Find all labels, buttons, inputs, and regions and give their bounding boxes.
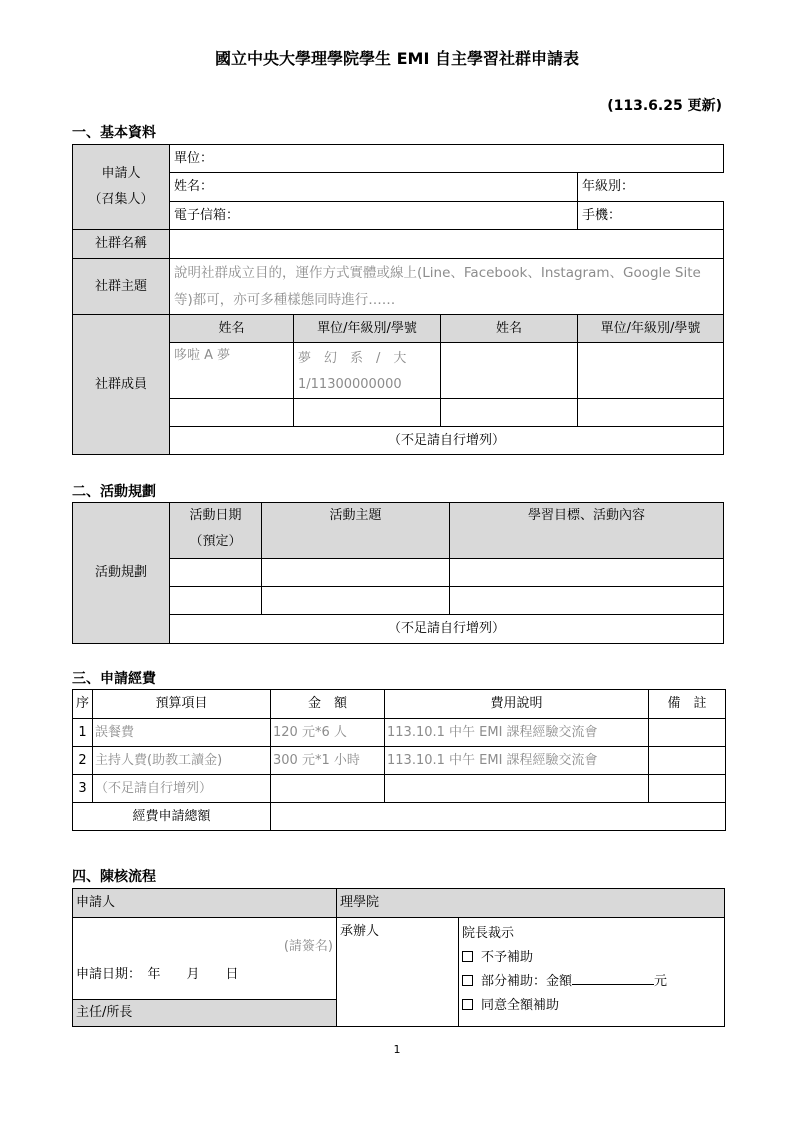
- col-content: 學習目標、活動內容: [450, 503, 724, 559]
- col-date: [170, 503, 262, 559]
- row-note[interactable]: [649, 775, 726, 803]
- applicant-label: 申請人: [101, 166, 141, 181]
- option-no-subsidy[interactable]: [462, 946, 721, 970]
- applicant-header: 申請人: [73, 889, 337, 918]
- activity-theme-cell[interactable]: [262, 587, 450, 615]
- activity-table: [72, 502, 724, 644]
- col-desc: 費用說明: [385, 690, 649, 719]
- row-desc[interactable]: [385, 775, 649, 803]
- college-header: 理學院: [337, 889, 725, 918]
- section4-title: 四、陳核流程: [72, 869, 156, 885]
- approval-table: [72, 888, 725, 1027]
- page-number: 1: [393, 1043, 401, 1056]
- activity-content-cell[interactable]: [450, 559, 724, 587]
- email-field[interactable]: 電子信箱：: [170, 202, 578, 230]
- name-field[interactable]: 姓名：: [170, 173, 578, 202]
- option-no-subsidy-label: 不予補助: [481, 950, 534, 965]
- row-no: 3: [73, 775, 93, 803]
- member-name-cell[interactable]: [441, 343, 578, 399]
- row-amount[interactable]: [271, 775, 385, 803]
- director-cell[interactable]: 主任/所長: [73, 1000, 337, 1027]
- budget-table: [72, 689, 726, 831]
- member-unit-line2: 1/11300000000: [298, 377, 402, 392]
- group-name-field[interactable]: [170, 230, 724, 259]
- col-item: 預算項目: [93, 690, 271, 719]
- update-date: (113.6.25 更新): [607, 98, 722, 114]
- col-date-label: 活動日期: [189, 508, 242, 523]
- row-desc[interactable]: 113.10.1 中午 EMI 課程經驗交流會: [385, 719, 649, 747]
- col-theme: 活動主題: [262, 503, 450, 559]
- row-amount[interactable]: 120 元*6 人: [271, 719, 385, 747]
- checkbox-icon[interactable]: [462, 951, 473, 962]
- yuan-unit: 元: [654, 974, 668, 989]
- row-note[interactable]: [649, 719, 726, 747]
- row-no: 2: [73, 747, 93, 775]
- amount-blank[interactable]: [572, 972, 654, 985]
- member-unit-cell[interactable]: [294, 399, 441, 427]
- col-note: 備 註: [649, 690, 726, 719]
- members-add-note: （不足請自行增列）: [170, 427, 724, 455]
- member-name-cell[interactable]: [170, 399, 294, 427]
- activity-label: 活動規劃: [73, 503, 170, 644]
- col-unit-2: 單位/年級別/學號: [578, 315, 724, 343]
- col-amount: 金 額: [271, 690, 385, 719]
- option-full-subsidy[interactable]: [462, 994, 721, 1018]
- group-theme-label: 社群主題: [73, 259, 170, 315]
- section2-title: 二、活動規劃: [72, 484, 156, 500]
- basic-info-table: [72, 144, 724, 455]
- row-item[interactable]: （不足請自行增列）: [93, 775, 271, 803]
- section3-title: 三、申請經費: [72, 671, 156, 687]
- phone-field[interactable]: 手機：: [578, 202, 724, 230]
- member-unit-sample[interactable]: [294, 343, 441, 399]
- total-amount-field[interactable]: [271, 803, 726, 831]
- option-partial-label: 部分補助：金額: [481, 974, 573, 989]
- row-note[interactable]: [649, 747, 726, 775]
- col-no: 序: [73, 690, 93, 719]
- row-item[interactable]: 主持人費(助教工讀金): [93, 747, 271, 775]
- handler-cell[interactable]: [337, 918, 459, 1027]
- row-no: 1: [73, 719, 93, 747]
- activity-date-cell[interactable]: [170, 587, 262, 615]
- row-desc[interactable]: 113.10.1 中午 EMI 課程經驗交流會: [385, 747, 649, 775]
- grade-field[interactable]: 年級別：: [578, 173, 724, 202]
- member-name-sample[interactable]: 哆啦 A 夢: [170, 343, 294, 399]
- row-item[interactable]: 誤餐費: [93, 719, 271, 747]
- col-date-sub: （預定）: [189, 534, 242, 549]
- applicant-sign-cell[interactable]: [73, 918, 337, 1000]
- member-unit-cell[interactable]: [578, 343, 724, 399]
- section1-title: 一、基本資料: [72, 125, 156, 141]
- applicant-cell: [73, 145, 170, 230]
- dean-label: 院長裁示: [462, 926, 515, 941]
- activity-date-cell[interactable]: [170, 559, 262, 587]
- activity-content-cell[interactable]: [450, 587, 724, 615]
- row-amount[interactable]: 300 元*1 小時: [271, 747, 385, 775]
- group-theme-field[interactable]: 說明社群成立目的，運作方式實體或線上(Line、Facebook、Instagram、Google Site 等)都可，亦可多種樣態同時進行……: [170, 259, 724, 315]
- document-title: 國立中央大學理學院學生 EMI 自主學習社群申請表: [215, 49, 579, 68]
- option-full-label: 同意全額補助: [481, 998, 560, 1013]
- total-label: 經費申請總額: [73, 803, 271, 831]
- group-name-label: 社群名稱: [73, 230, 170, 259]
- convener-label: （召集人）: [88, 192, 154, 207]
- col-name-2: 姓名: [441, 315, 578, 343]
- members-label: 社群成員: [73, 315, 170, 455]
- col-name: 姓名: [170, 315, 294, 343]
- apply-date: 申請日期： 年 月 日: [76, 966, 239, 982]
- member-unit-cell[interactable]: [578, 399, 724, 427]
- activity-theme-cell[interactable]: [262, 559, 450, 587]
- col-unit: 單位/年級別/學號: [294, 315, 441, 343]
- unit-field[interactable]: 單位：: [170, 145, 724, 173]
- checkbox-icon[interactable]: [462, 999, 473, 1010]
- handler-label: 承辦人: [340, 924, 380, 939]
- dean-decision-cell: [459, 918, 725, 1027]
- option-partial-subsidy[interactable]: [462, 970, 721, 994]
- sign-hint: (請簽名): [283, 938, 333, 954]
- activity-add-note: （不足請自行增列）: [170, 615, 724, 644]
- checkbox-icon[interactable]: [462, 975, 473, 986]
- member-unit-line1: 夢 幻 系 / 大: [298, 351, 407, 366]
- member-name-cell[interactable]: [441, 399, 578, 427]
